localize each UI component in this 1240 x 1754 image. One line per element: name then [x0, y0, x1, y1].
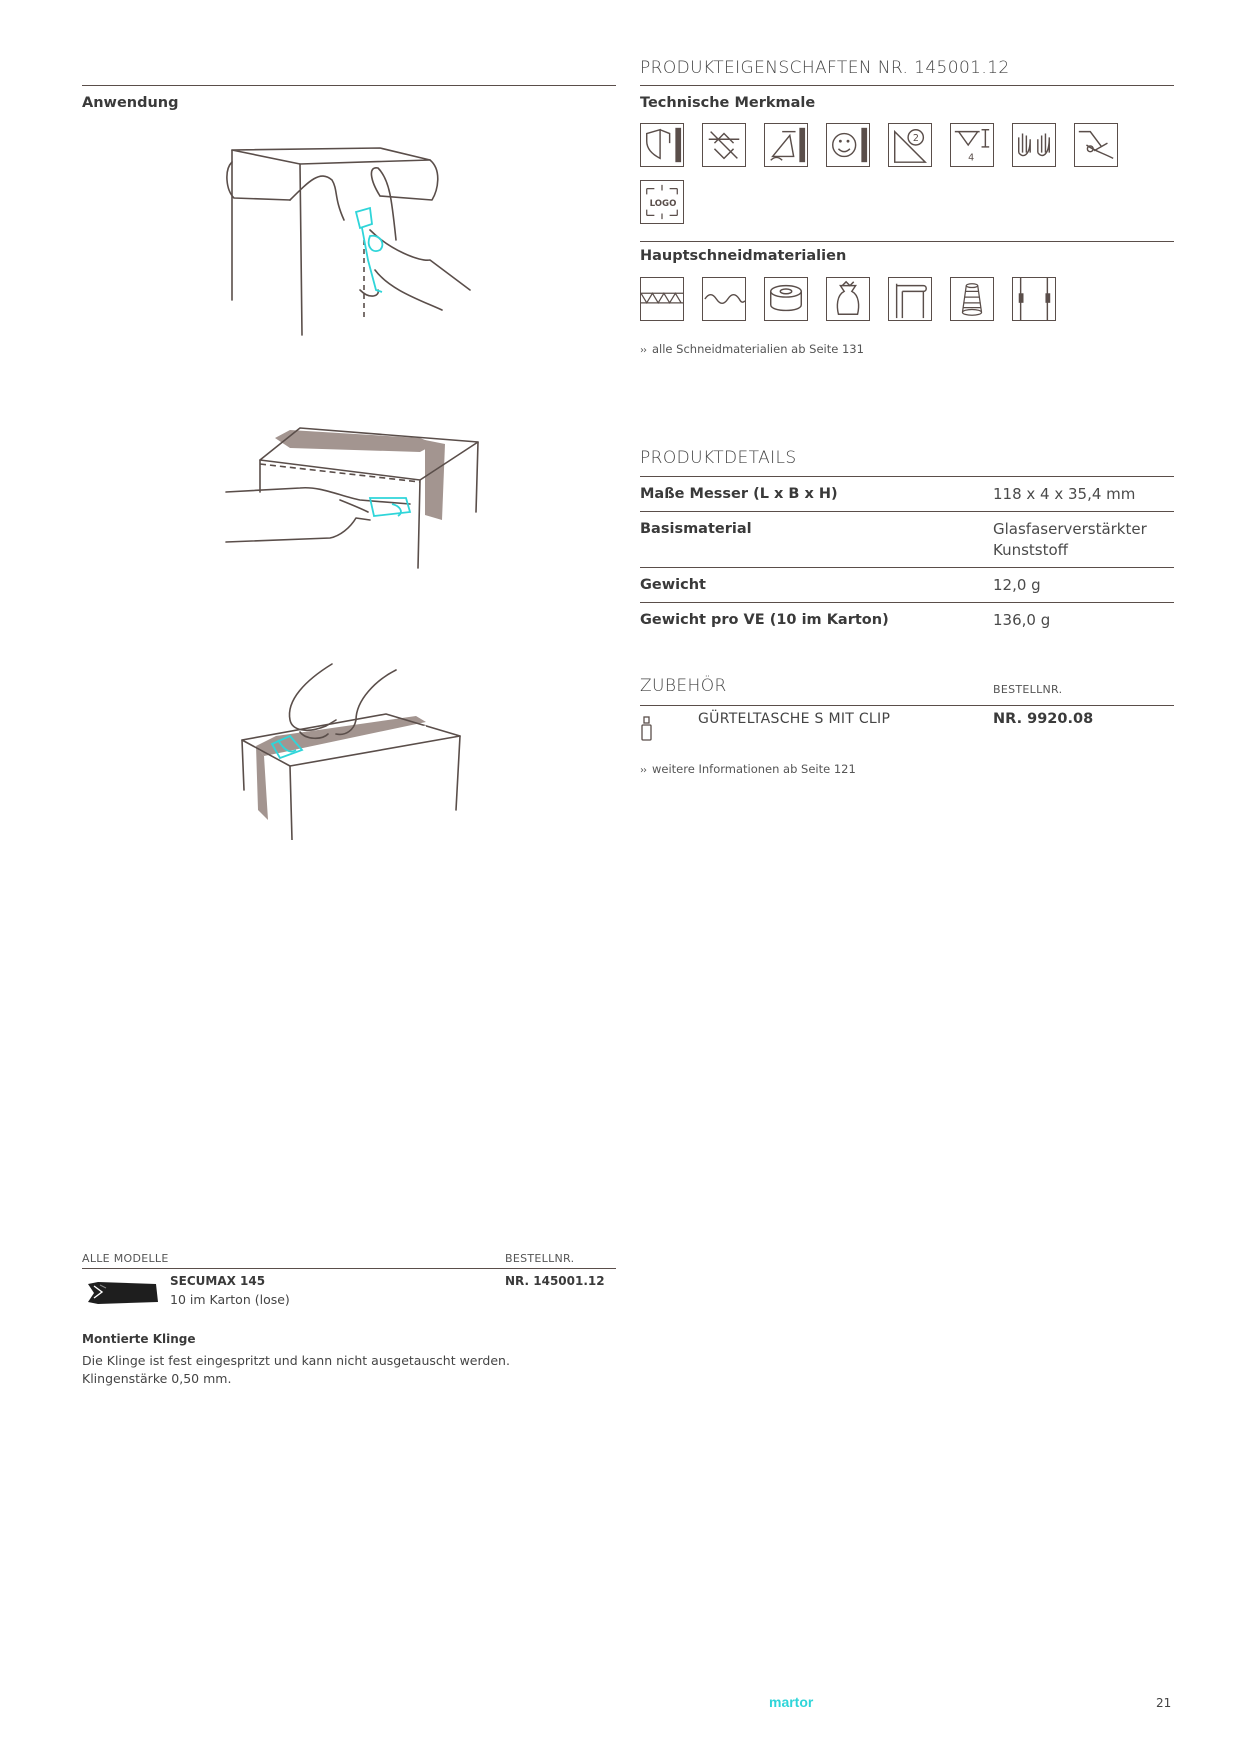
- depth-4-icon: [950, 123, 994, 167]
- scraper-icon: [1074, 123, 1118, 167]
- ref-arrow-icon-2: ››: [640, 765, 646, 776]
- product-properties-title: PRODUKTEIGENSCHAFTEN NR. 145001.12: [640, 58, 1010, 78]
- detail-label-weight: Gewicht: [640, 577, 706, 593]
- blade-line-1: Die Klinge ist fest eingespritzt und kann nicht ausgetauscht werden.: [82, 1353, 510, 1368]
- accessories-title: ZUBEHÖR: [640, 676, 727, 696]
- rotate-2-icon: [888, 123, 932, 167]
- detail-label-dimensions: Maße Messer (L x B x H): [640, 486, 838, 502]
- strapping-icon: [1012, 277, 1056, 321]
- blade-line-2: Klingenstärke 0,50 mm.: [82, 1371, 232, 1386]
- logo-icon: [640, 180, 684, 224]
- details-rule-2: [640, 567, 1174, 568]
- detail-value-material-2: Kunststoff: [993, 541, 1069, 559]
- tech-features-title: Technische Merkmale: [640, 95, 816, 111]
- product-details-title: PRODUKTDETAILS: [640, 448, 797, 468]
- detail-value-weight: 12,0 g: [993, 576, 1041, 594]
- belt-pouch-icon: [640, 716, 654, 742]
- logo-label: LOGO: [649, 198, 677, 209]
- usage-illustration-3: [236, 660, 466, 840]
- detail-value-weight-ve: 136,0 g: [993, 611, 1051, 629]
- accessories-reference: [640, 762, 856, 776]
- accessories-col-header: BESTELLNR.: [993, 683, 1063, 696]
- foil-wave-icon: [702, 277, 746, 321]
- usage-illustration-2: [220, 420, 490, 580]
- smiley-icon: [826, 123, 870, 167]
- depth-label: 4: [968, 152, 975, 164]
- detail-label-material: Basismaterial: [640, 521, 752, 537]
- models-header: ALLE MODELLE: [82, 1252, 169, 1265]
- page-number: 21: [1156, 1696, 1172, 1710]
- brand-logo: martor: [769, 1694, 814, 1710]
- model-number: NR. 145001.12: [505, 1274, 605, 1288]
- usage-illustration-1: [220, 140, 480, 340]
- tape-roll-icon: [764, 277, 808, 321]
- materials-title: Hauptschneidmaterialien: [640, 248, 847, 264]
- model-desc: 10 im Karton (lose): [170, 1292, 290, 1307]
- accessories-ref-text: weitere Informationen ab Seite 121: [652, 762, 856, 776]
- accessories-rule: [640, 705, 1174, 706]
- accessory-number: NR. 9920.08: [993, 711, 1094, 727]
- anwendung-title: Anwendung: [82, 95, 179, 111]
- ref-arrow-icon: ››: [640, 345, 646, 356]
- left-top-rule: [82, 85, 616, 86]
- models-col-header: BESTELLNR.: [505, 1252, 575, 1265]
- rotate-label: 2: [912, 133, 919, 145]
- shield-icon: [640, 123, 684, 167]
- detail-value-dimensions: 118 x 4 x 35,4 mm: [993, 485, 1136, 503]
- detail-label-weight-ve: Gewicht pro VE (10 im Karton): [640, 612, 889, 628]
- spool-icon: [950, 277, 994, 321]
- materials-rule: [640, 241, 1174, 242]
- properties-rule: [640, 85, 1174, 86]
- bag-icon: [826, 277, 870, 321]
- accessory-name: GÜRTELTASCHE S MIT CLIP: [698, 711, 891, 727]
- blade-triangle-icon: [764, 123, 808, 167]
- knife-product-image: [84, 1278, 160, 1308]
- cardboard-icon: [640, 277, 684, 321]
- materials-ref-text: alle Schneidmaterialien ab Seite 131: [652, 342, 864, 356]
- model-name: SECUMAX 145: [170, 1274, 266, 1288]
- materials-reference: [640, 342, 864, 356]
- no-recycle-icon: [702, 123, 746, 167]
- blade-title: Montierte Klinge: [82, 1332, 196, 1346]
- models-rule: [82, 1268, 616, 1269]
- details-rule-3: [640, 602, 1174, 603]
- detail-value-material: Glasfaserverstärkter: [993, 520, 1147, 538]
- details-rule-0: [640, 476, 1174, 477]
- details-rule-1: [640, 511, 1174, 512]
- paper-roll-icon: [888, 277, 932, 321]
- gloves-icon: [1012, 123, 1056, 167]
